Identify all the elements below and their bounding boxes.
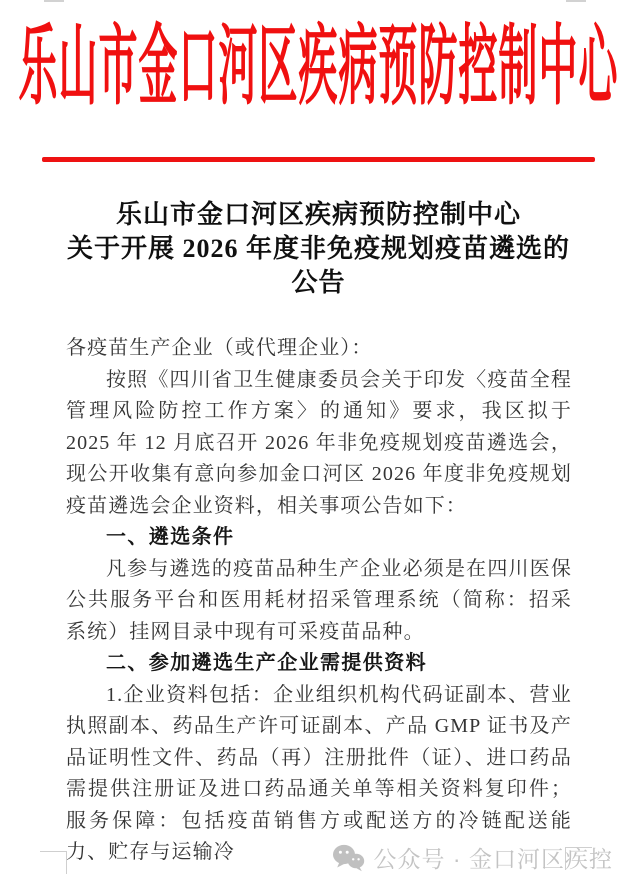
intro-paragraph: 按照《四川省卫生健康委员会关于印发〈疫苗全程管理风险防控工作方案〉的通知》要求，我区拟于 2025 年 12 月底召开 2026 年非免疫规划疫苗遴选会，现公开收集有意向参加金口河区 2026 年度非免疫规划疫苗遴选会企业资料，相关事项公告如下： (66, 368, 572, 517)
section-2-paragraph: 1.企业资料包括：企业组织机构代码证副本、营业执照副本、药品生产许可证副本、产品 GMP 证书及产品证明性文件、药品（再）注册批件（证）、进口药品需提供注册证及进口药品通关单等相关资料复印件；服务保障：包括疫苗销售方或配送方的冷链配送能力、贮存与运输冷 (66, 683, 572, 863)
wechat-watermark (332, 841, 613, 874)
document-title (30, 198, 607, 300)
section-1-paragraph: 凡参与遴选的疫苗品种生产企业必须是在四川医保公共服务平台和医用耗材招采管理系统（简称：招采系统）挂网目录中现有可采疫苗品种。 (66, 557, 572, 643)
salutation-line: 各疫苗生产企业（或代理企业）： (66, 337, 373, 359)
text-boundary-mark-bottom-left (40, 851, 67, 874)
document-title-line-1: 乐山市金口河区疾病预防控制中心 (115, 200, 521, 229)
letterhead-divider-line (42, 157, 595, 162)
document-title-line-3: 公告 (291, 268, 346, 297)
wechat-icon (332, 844, 365, 872)
section-1-heading: 一、遴选条件 (106, 526, 235, 548)
watermark-label: 公众号 · 金口河区疾控 (373, 846, 613, 872)
letterhead-org-name: 乐山市金口河区疾病预防控制中心 (18, 19, 619, 117)
document-title-line-2: 关于开展 2026 年度非免疫规划疫苗遴选的 (66, 234, 570, 263)
document-body (66, 333, 572, 869)
letterhead (0, 8, 637, 117)
section-2-heading: 二、参加遴选生产企业需提供资料 (106, 652, 427, 674)
